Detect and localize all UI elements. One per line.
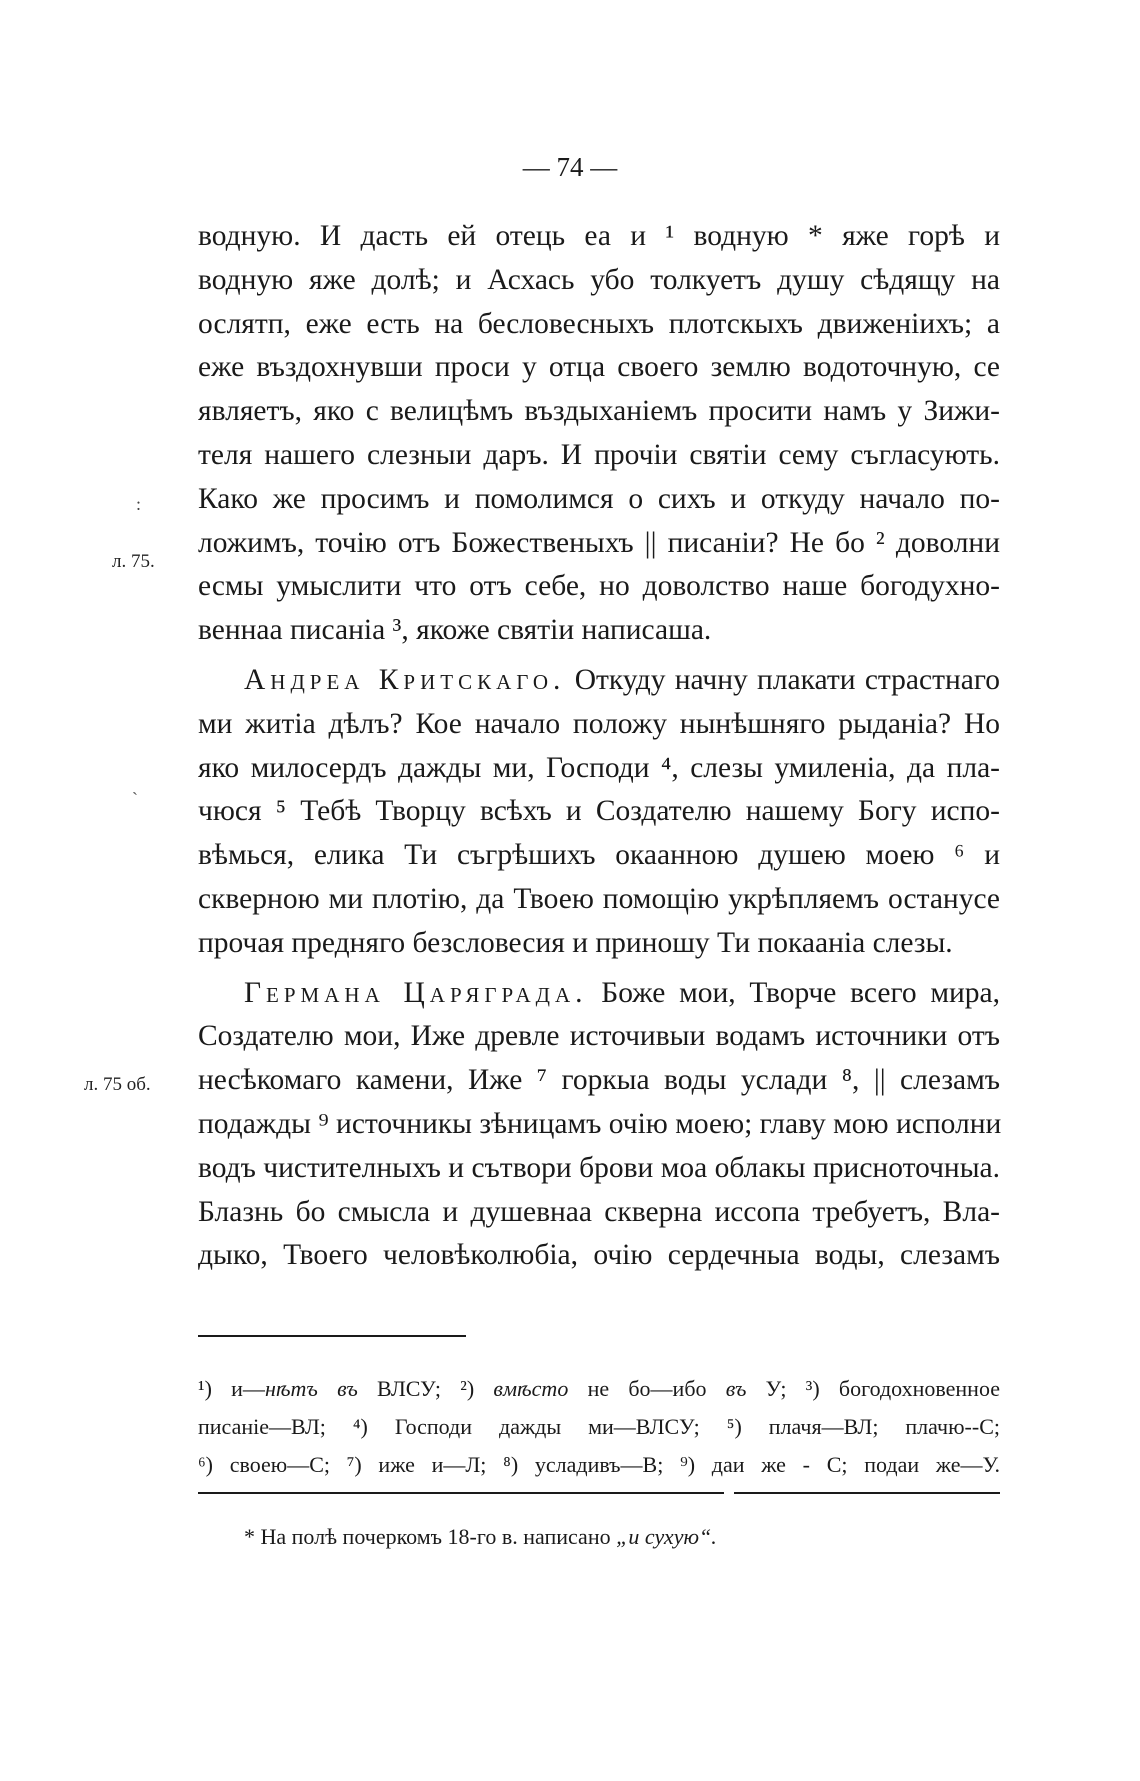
text-line: ми житiа дѣлъ? Кое начало положу нынѣшняго рыданiа? Но <box>198 707 1000 740</box>
speaker-germana: Германа Царяграда. <box>244 976 588 1009</box>
text-line: Создателю мои, Иже древле источивыи водамъ источники отъ <box>198 1020 1000 1053</box>
footnote-line-3: ⁶) своею—С; ⁷) иже и—Л; ⁸) усладивъ—В; ⁹) даи же - С; подаи же—У. <box>198 1452 1000 1477</box>
main-text <box>198 215 1000 1278</box>
text-line: веннаа писанiа ³, якоже святiи написаша. <box>198 614 712 647</box>
star-note-separator-right <box>734 1492 1000 1494</box>
text-line: еже въздохнувши проси у отца своего землю водоточную, се <box>198 351 1000 384</box>
footnote-italic: вмѣсто <box>493 1376 569 1401</box>
footnote-text: У; ³) богодохновенное <box>746 1376 1000 1401</box>
text-line: чюся ⁵ Тебѣ Творцу всѣхъ и Создателю нашему Богу испо- <box>198 795 1000 828</box>
text-line: прочая предняго безсловесия и приношу Ти покаанiа слезы. <box>198 926 953 959</box>
text-line: водную. И дасть ей отець еа и ¹ водную * яже горѣ и <box>198 220 1000 252</box>
text-line: подажды ⁹ источникы зѣницамъ очiю моею; главу мою исполни <box>198 1107 1002 1140</box>
text-line: есмы умыслити что отъ себе, но доволство наше богодухно- <box>198 570 1000 603</box>
page-number: — 74 — <box>522 152 618 182</box>
footnotes <box>198 1370 1000 1484</box>
text-line: скверною ми плотiю, да Твоею помощiю укрѣпляемъ останусе <box>198 882 1000 915</box>
text-line: Блазнь бо смысла и душевнаа скверна иссопа требуетъ, Вла- <box>198 1195 1000 1228</box>
footnote-text: ВЛСУ; ²) <box>357 1376 494 1401</box>
text-line: яко милосердъ дажды ми, Господи ⁴, слезы умиленiа, да пла- <box>198 751 1000 784</box>
margin-folio-75-ob: л. 75 об. <box>84 1074 151 1095</box>
star-note-quote: „и сухую“. <box>616 1524 717 1549</box>
andrea-first-line <box>198 659 1000 703</box>
footnote-line-1 <box>198 1370 1000 1408</box>
text-line: дыко, Твоего человѣколюбiа, очiю сердечныа воды, слезамъ <box>198 1239 1000 1272</box>
text-line: Како же просимъ и помолимся о сихъ и откуду начало по- <box>198 482 1000 515</box>
text-line: являетъ, яко с велицѣмъ въздыханiемъ просити намъ у Зижи- <box>198 395 1000 428</box>
footnote-italic: въ <box>725 1376 747 1401</box>
andrea-first-line-rest: Откуду начну плакати страстнаго <box>574 663 1000 696</box>
star-note-separator-left <box>198 1492 724 1494</box>
text-line: водную яже долѣ; и Асхась убо толкуетъ душу сѣдящу на <box>198 263 1000 296</box>
margin-colon-mark: : <box>136 494 142 514</box>
text-line: ослятп, еже есть на бесловесныхъ плотскыхъ движенiихъ; а <box>198 307 1000 340</box>
star-note <box>244 1518 717 1556</box>
germana-first-line-rest: Боже мои, Творче всего мира, <box>601 976 1001 1009</box>
margin-folio-75: л. 75. <box>112 551 155 572</box>
germana-first-line <box>198 972 1000 1016</box>
text-line: ложимъ, точiю отъ Божественыхъ || писанiи? Не бо ² доволни <box>198 526 1000 559</box>
footnote-line-2: писанiе—ВЛ; ⁴) Господи дажды ми—ВЛСУ; ⁵) плачя—ВЛ; плачю--С; <box>198 1414 1000 1439</box>
text-line: теля нашего слезныи даръ. И прочiи святiи сему съгласують. <box>198 438 1000 471</box>
speaker-andrea: Андреа Критскаго. <box>244 663 566 696</box>
footnote-italic: нѣтъ въ <box>264 1376 358 1401</box>
text-line: водъ чистителныхъ и сътвори брови моа облакы присноточныа. <box>198 1151 1000 1184</box>
footnote-text: не бо—ибо <box>568 1376 726 1401</box>
text-line: вѣмься, елика Ти съгрѣшихъ окаанною душею моею ⁶ и <box>198 839 1000 872</box>
footnote-text: ¹) и— <box>198 1376 265 1401</box>
text-line: несѣкомаго камени, Иже ⁷ горкыа воды услади ⁸, || слезамъ <box>198 1064 1000 1097</box>
footnote-separator <box>198 1335 466 1337</box>
star-note-text: * На полѣ почеркомъ 18-го в. написано <box>244 1524 617 1549</box>
margin-tick-mark: ` <box>132 789 138 809</box>
